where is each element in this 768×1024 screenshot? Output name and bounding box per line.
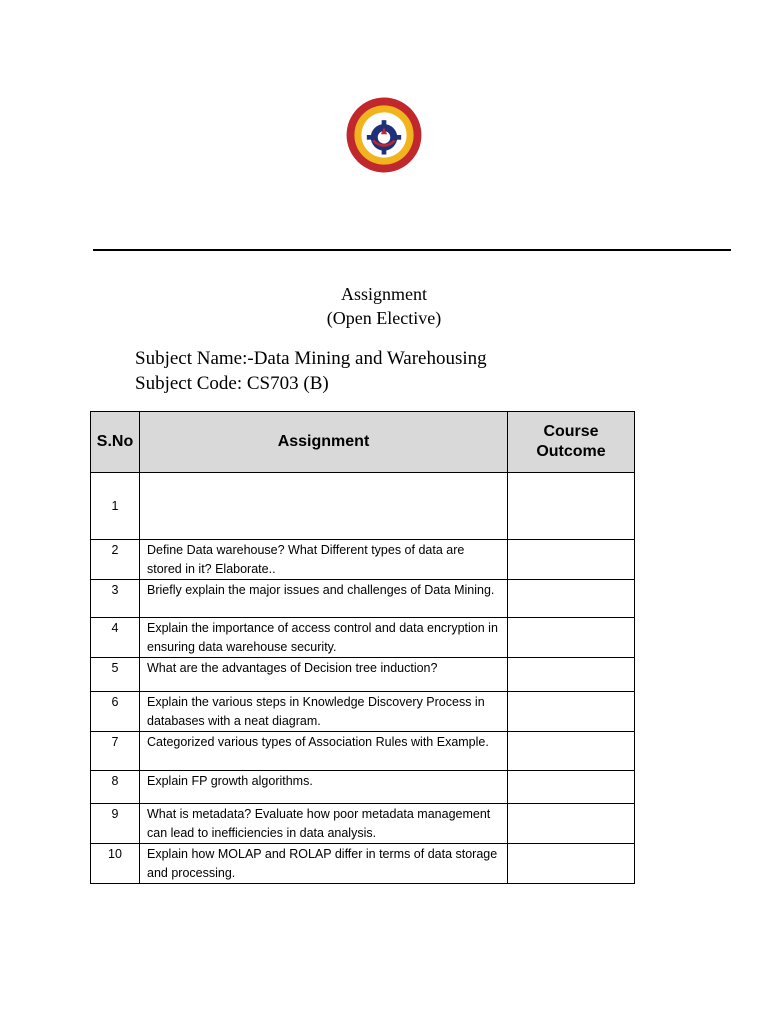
row-sno: 2 [91,540,140,580]
table-row [91,844,635,884]
row-sno: 1 [91,473,140,540]
column-header-assignment: Assignment [140,412,508,473]
header-divider [93,249,731,251]
table-row [91,732,635,771]
subject-code: Subject Code: CS703 (B) [135,373,329,394]
table-row [91,804,635,844]
subject-name: Subject Name:-Data Mining and Warehousing [135,348,487,369]
table-row [91,540,635,580]
column-header-sno: S.No [91,412,140,473]
row-sno: 5 [91,658,140,692]
row-question: Categorized various types of Association Rules with Example. [140,732,508,771]
row-question: Briefly explain the major issues and challenges of Data Mining. [140,580,508,618]
row-question: Explain the importance of access control and data encryption in ensuring data warehouse security. [140,618,508,658]
row-question [140,473,508,540]
row-question: Define Data warehouse? What Different types of data are stored in it? Elaborate.. [140,540,508,580]
row-outcome [508,580,635,618]
row-outcome [508,473,635,540]
row-outcome [508,804,635,844]
table-row [91,658,635,692]
row-question: Explain FP growth algorithms. [140,771,508,804]
row-outcome [508,771,635,804]
row-question: Explain the various steps in Knowledge Discovery Process in databases with a neat diagram. [140,692,508,732]
institute-logo-icon [345,96,423,174]
row-outcome [508,540,635,580]
row-sno: 4 [91,618,140,658]
document-title: Assignment [340,284,427,304]
row-sno: 10 [91,844,140,884]
document-subtitle: (Open Elective) [326,308,442,328]
table-row [91,618,635,658]
row-outcome [508,618,635,658]
assignment-table [90,411,635,884]
table-row [91,473,635,540]
row-question: Explain how MOLAP and ROLAP differ in terms of data storage and processing. [140,844,508,884]
row-sno: 6 [91,692,140,732]
table-row [91,580,635,618]
row-sno: 7 [91,732,140,771]
row-question: What are the advantages of Decision tree induction? [140,658,508,692]
row-outcome [508,692,635,732]
row-outcome [508,658,635,692]
column-header-course-outcome: Course Outcome [508,412,635,473]
row-sno: 8 [91,771,140,804]
row-question: What is metadata? Evaluate how poor metadata management can lead to inefficiencies in data analysis. [140,804,508,844]
table-header-row [91,412,635,473]
table-row [91,771,635,804]
row-outcome [508,844,635,884]
row-sno: 3 [91,580,140,618]
table-row [91,692,635,732]
row-sno: 9 [91,804,140,844]
row-outcome [508,732,635,771]
